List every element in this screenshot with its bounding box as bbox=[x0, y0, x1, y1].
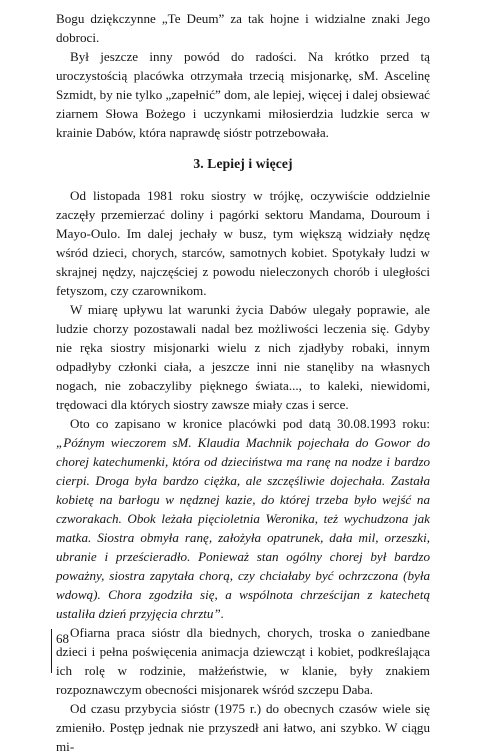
paragraph: Ofiarna praca sióstr dla biednych, chorych, troska o zaniedbane dzieci i pełna poświęcenia animacja dziewcząt i kobiet, podkreślająca ich rolę w rodzinie, małżeństwie, w klanie, były znakiem rozpoznawczym obecności misjonarek wśród szczepu Daba. bbox=[56, 625, 430, 697]
section-heading: 3. Lepiej i więcej bbox=[193, 156, 293, 171]
document-body bbox=[56, 9, 430, 756]
page-number: 68 bbox=[56, 631, 69, 646]
paragraph: Bogu dziękczynne „Te Deum” za tak hojne i widzialne znaki Jego dobroci. bbox=[56, 11, 430, 45]
chronicle-intro: Oto co zapisano w kronice placówki pod datą 30.08.1993 roku: bbox=[70, 416, 430, 431]
chronicle-quote: „Późnym wieczorem sM. Klaudia Machnik pojechała do Gowor do chorej katechumenki, która od dzieciństwa ma ranę na nodze i bardzo cierpi. Droga była bardzo ciężka, ale szczęśliwie dojechała. Zastała kobietę na barłogu w nędznej kazie, do której trzeba było wejść na czworakach. Obok leżała pięcioletnia Weronika, też wychudzona jak matka. Siostra obmyła ranę, założyła opatrunek, dała mil, orzeszki, ubranie i prześcieradło. Ponieważ stan ogólny chorej był bardzo poważny, siostra zapytała chorą, czy chciałaby być ochrzczona (była wdową). Chora zgodziła się, a wspólnota chrześcijan z katechetą ustaliła dzień przyjęcia chrztu”. bbox=[56, 435, 430, 621]
footer-rule bbox=[51, 629, 52, 673]
paragraph: Od listopada 1981 roku siostry w trójkę, oczywiście oddzielnie zaczęły przemierzać doliny i pagórki sektoru Mandama, Douroum i Mayo-Oulo. Im dalej jechały w busz, tym większą widziały nędzę wśród dzieci, chorych, starców, samotnych kobiet. Spotykały ludzi w skrajnej nędzy, najczęściej z powodu nieleczonych chorób i uległości fetyszom, czy czarownikom. bbox=[56, 188, 430, 298]
chronicle-paragraph bbox=[56, 414, 430, 623]
paragraph: W miarę upływu lat warunki życia Dabów ulegały poprawie, ale ludzie chorzy pozostawali nadal bez możliwości leczenia się. Gdyby nie ręka siostry misjonarki wielu z nich zjadłyby robaki, innym odpadłyby członki ciała, a jeszcze inni nie stanęliby na własnych nogach, nie zobaczyliby pięknego świata..., to kaleki, niewidomi, trędowaci dla których siostry zawsze miały czas i serce. bbox=[56, 302, 430, 412]
paragraph: Był jeszcze inny powód do radości. Na krótko przed tą uroczystością placówka otrzymała trzecią misjonarkę, sM. Ascelinę Szmidt, by nie tylko „zapełnić” dom, ale lepiej, więcej i dalej obsiewać ziarnem Słowa Bożego i uczynkami miłosierdzia ludzkie serca w krainie Dabów, która naprawdę sióstr potrzebowała. bbox=[56, 49, 430, 140]
paragraph: Od czasu przybycia sióstr (1975 r.) do obecnych czasów wiele się zmieniło. Postęp jednak nie przyszedł ani łatwo, ani szybko. W ciągu mi- bbox=[56, 701, 430, 754]
